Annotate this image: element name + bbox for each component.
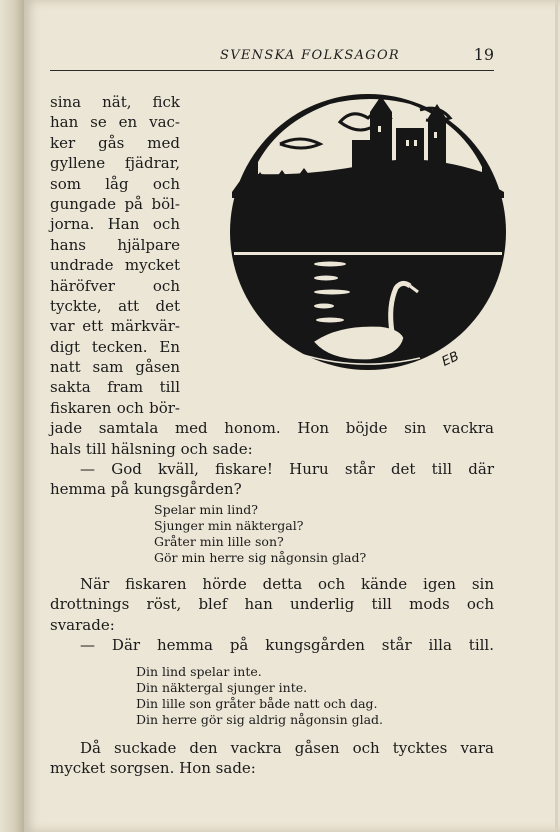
text-line: undrade mycket	[50, 256, 180, 275]
body-text-2	[50, 574, 494, 656]
text-line: drottnings röst, blef han underlig till mods och	[50, 595, 494, 614]
text-line: Då suckade den vackra gåsen och tycktes vara	[80, 739, 494, 757]
verse-line: Din herre gör sig aldrig någonsin glad.	[136, 712, 384, 727]
text-line: jade samtala med honom. Hon böjde sin vackra	[50, 419, 494, 438]
dialogue-line: hemma på kungsgården?	[50, 480, 242, 499]
text-line: gyllene fjädrar,	[50, 154, 180, 173]
verse-line: Spelar min lind?	[154, 502, 258, 517]
text-line: sakta fram till	[50, 378, 180, 397]
text-line: jorna. Han och	[50, 215, 180, 234]
dialogue-line: — God kväll, fiskare! Huru står det till där	[80, 460, 494, 479]
artist-signature: EB	[439, 348, 462, 370]
page-number: 19	[473, 45, 494, 64]
verse-line: Din lille son gråter både natt och dag.	[136, 696, 378, 711]
text-line: som låg och	[50, 174, 180, 193]
verse-line: Din lind spelar inte.	[136, 664, 262, 679]
text-line: var ett märkvär-	[50, 317, 180, 336]
text-line: häröfver och	[50, 276, 180, 295]
text-line: tyckte, att det	[50, 296, 180, 315]
verse-block-1	[154, 502, 366, 566]
text-line: han se en vac-	[50, 113, 180, 132]
text-line: digt tecken. En	[50, 337, 180, 356]
page-edge	[555, 0, 558, 832]
dialogue-line: — Där hemma på kungsgården står illa till.	[80, 636, 494, 655]
text-line: fiskaren och bör-	[50, 398, 180, 417]
running-title: SVENSKA FOLKSAGOR	[220, 48, 401, 63]
body-text	[50, 92, 494, 500]
text-line: ker gås med	[50, 133, 180, 152]
text-line: sina nät, fick	[50, 93, 180, 111]
verse-line: Din näktergal sjunger inte.	[136, 680, 308, 695]
page-header	[50, 44, 494, 71]
verse-line: Sjunger min näktergal?	[154, 518, 304, 533]
text-line: hans hjälpare	[50, 235, 180, 254]
text-line: svarade:	[50, 615, 115, 634]
body-text-3	[50, 738, 494, 779]
verse-line: Gör min herre sig någonsin glad?	[154, 550, 367, 565]
book-spine	[0, 0, 24, 832]
text-line: När fiskaren hörde detta och kände igen sin	[80, 575, 494, 593]
text-line: hals till hälsning och sade:	[50, 439, 253, 458]
text-line: natt sam gåsen	[50, 358, 180, 377]
text-line: gungade på böl-	[50, 194, 180, 213]
text-line: mycket sorgsen. Hon sade:	[50, 759, 256, 778]
verse-line: Gråter min lille son?	[154, 534, 284, 549]
verse-block-2	[136, 664, 383, 728]
